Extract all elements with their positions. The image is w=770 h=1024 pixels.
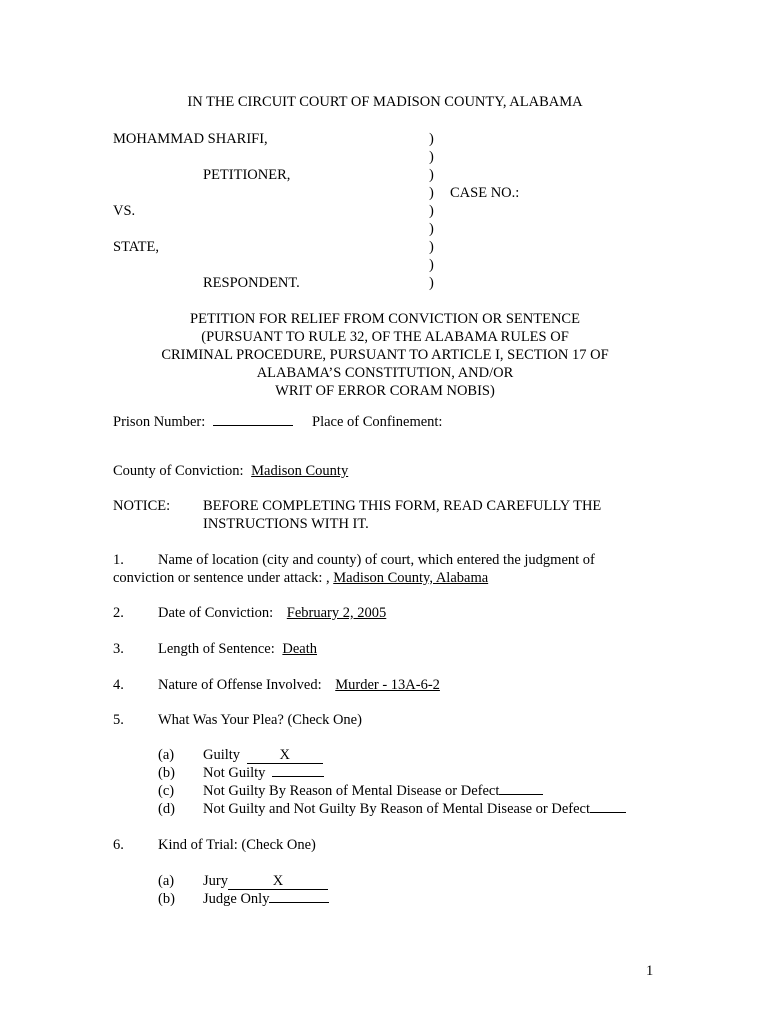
caption-paren: )	[429, 131, 434, 147]
item-1-answer-line	[113, 569, 488, 587]
plea-option-mental-disease[interactable]	[203, 782, 543, 800]
trial-option-jury[interactable]	[203, 872, 328, 890]
plea-option-not-guilty-and-mental-disease[interactable]	[203, 800, 626, 818]
case-number-label: CASE NO.:	[450, 185, 520, 201]
plea-option-guilty[interactable]	[203, 746, 323, 764]
trial-option-letter: (a)	[158, 873, 175, 889]
caption-paren: )	[429, 185, 434, 201]
trial-option-mark[interactable]	[269, 902, 329, 903]
versus-label: VS.	[113, 203, 136, 219]
item-1-question-continued: conviction or sentence under attack: ,	[113, 570, 334, 586]
caption-paren: )	[429, 275, 434, 291]
item-4-field	[158, 676, 440, 694]
item-1-answer: Madison County, Alabama	[333, 570, 489, 586]
item-1-number: 1.	[113, 552, 124, 568]
item-3-number: 3.	[113, 641, 124, 657]
nature-of-offense-value: Murder - 13A-6-2	[335, 677, 440, 693]
place-of-confinement-label: Place of Confinement:	[312, 414, 443, 430]
county-of-conviction-value: Madison County	[251, 463, 349, 479]
prison-number-blank[interactable]	[213, 413, 293, 426]
plea-option-letter: (d)	[158, 801, 175, 817]
date-of-conviction-label: Date of Conviction:	[158, 605, 274, 621]
caption-paren: )	[429, 239, 434, 255]
caption-paren: )	[429, 167, 434, 183]
notice-text-line: INSTRUCTIONS WITH IT.	[203, 516, 369, 532]
respondent-name: STATE,	[113, 239, 159, 255]
nature-of-offense-label: Nature of Offense Involved:	[158, 677, 322, 693]
trial-option-letter: (b)	[158, 891, 175, 907]
plea-option-label: Not Guilty By Reason of Mental Disease or Defect	[203, 783, 500, 799]
item-2-number: 2.	[113, 605, 124, 621]
plea-option-mark[interactable]	[590, 812, 626, 813]
plea-option-mark[interactable]	[499, 794, 543, 795]
notice-label: NOTICE:	[113, 498, 171, 514]
plea-option-mark[interactable]: X	[247, 747, 323, 764]
page-number: 1	[646, 963, 654, 979]
petitioner-role: PETITIONER,	[203, 167, 291, 183]
plea-option-label: Not Guilty	[203, 765, 266, 781]
notice-text-line: BEFORE COMPLETING THIS FORM, READ CAREFULLY THE	[203, 498, 602, 514]
petition-title-line: (PURSUANT TO RULE 32, OF THE ALABAMA RULES OF	[201, 329, 569, 345]
court-heading: IN THE CIRCUIT COURT OF MADISON COUNTY, ALABAMA	[187, 94, 583, 110]
caption-paren: )	[429, 257, 434, 273]
petition-title-line: ALABAMA’S CONSTITUTION, AND/OR	[256, 365, 514, 381]
respondent-role: RESPONDENT.	[203, 275, 300, 291]
plea-option-letter: (c)	[158, 783, 175, 799]
plea-option-letter: (a)	[158, 747, 175, 763]
caption-paren: )	[429, 203, 434, 219]
caption-paren: )	[429, 221, 434, 237]
item-3-field	[158, 640, 317, 658]
item-6-number: 6.	[113, 837, 124, 853]
prison-number-label: Prison Number:	[113, 414, 206, 430]
item-1-question: Name of location (city and county) of court, which entered the judgment of	[158, 552, 595, 568]
prison-number-field[interactable]	[113, 413, 293, 431]
item-2-field	[158, 604, 386, 622]
item-4-number: 4.	[113, 677, 124, 693]
petition-title-line: WRIT OF ERROR CORAM NOBIS)	[275, 383, 495, 399]
trial-kind-question: Kind of Trial: (Check One)	[158, 837, 316, 853]
trial-option-mark[interactable]: X	[228, 873, 328, 890]
trial-option-judge-only[interactable]	[203, 890, 329, 908]
plea-question: What Was Your Plea? (Check One)	[158, 712, 362, 728]
plea-option-label: Not Guilty and Not Guilty By Reason of Mental Disease or Defect	[203, 801, 590, 817]
caption-paren: )	[429, 149, 434, 165]
county-of-conviction-field	[113, 462, 348, 480]
petitioner-name: MOHAMMAD SHARIFI,	[113, 131, 268, 147]
petition-title-line: PETITION FOR RELIEF FROM CONVICTION OR SENTENCE	[190, 311, 580, 327]
plea-option-letter: (b)	[158, 765, 175, 781]
petition-title-line: CRIMINAL PROCEDURE, PURSUANT TO ARTICLE I, SECTION 17 OF	[161, 347, 609, 363]
county-of-conviction-label: County of Conviction:	[113, 463, 244, 479]
item-5-number: 5.	[113, 712, 124, 728]
length-of-sentence-value: Death	[282, 641, 318, 657]
date-of-conviction-value: February 2, 2005	[286, 605, 387, 621]
plea-option-label: Guilty	[203, 747, 241, 763]
plea-option-mark[interactable]	[272, 776, 324, 777]
trial-option-label: Jury	[203, 873, 228, 889]
length-of-sentence-label: Length of Sentence:	[158, 641, 275, 657]
trial-option-label: Judge Only	[203, 891, 270, 907]
plea-option-not-guilty[interactable]	[203, 764, 324, 782]
